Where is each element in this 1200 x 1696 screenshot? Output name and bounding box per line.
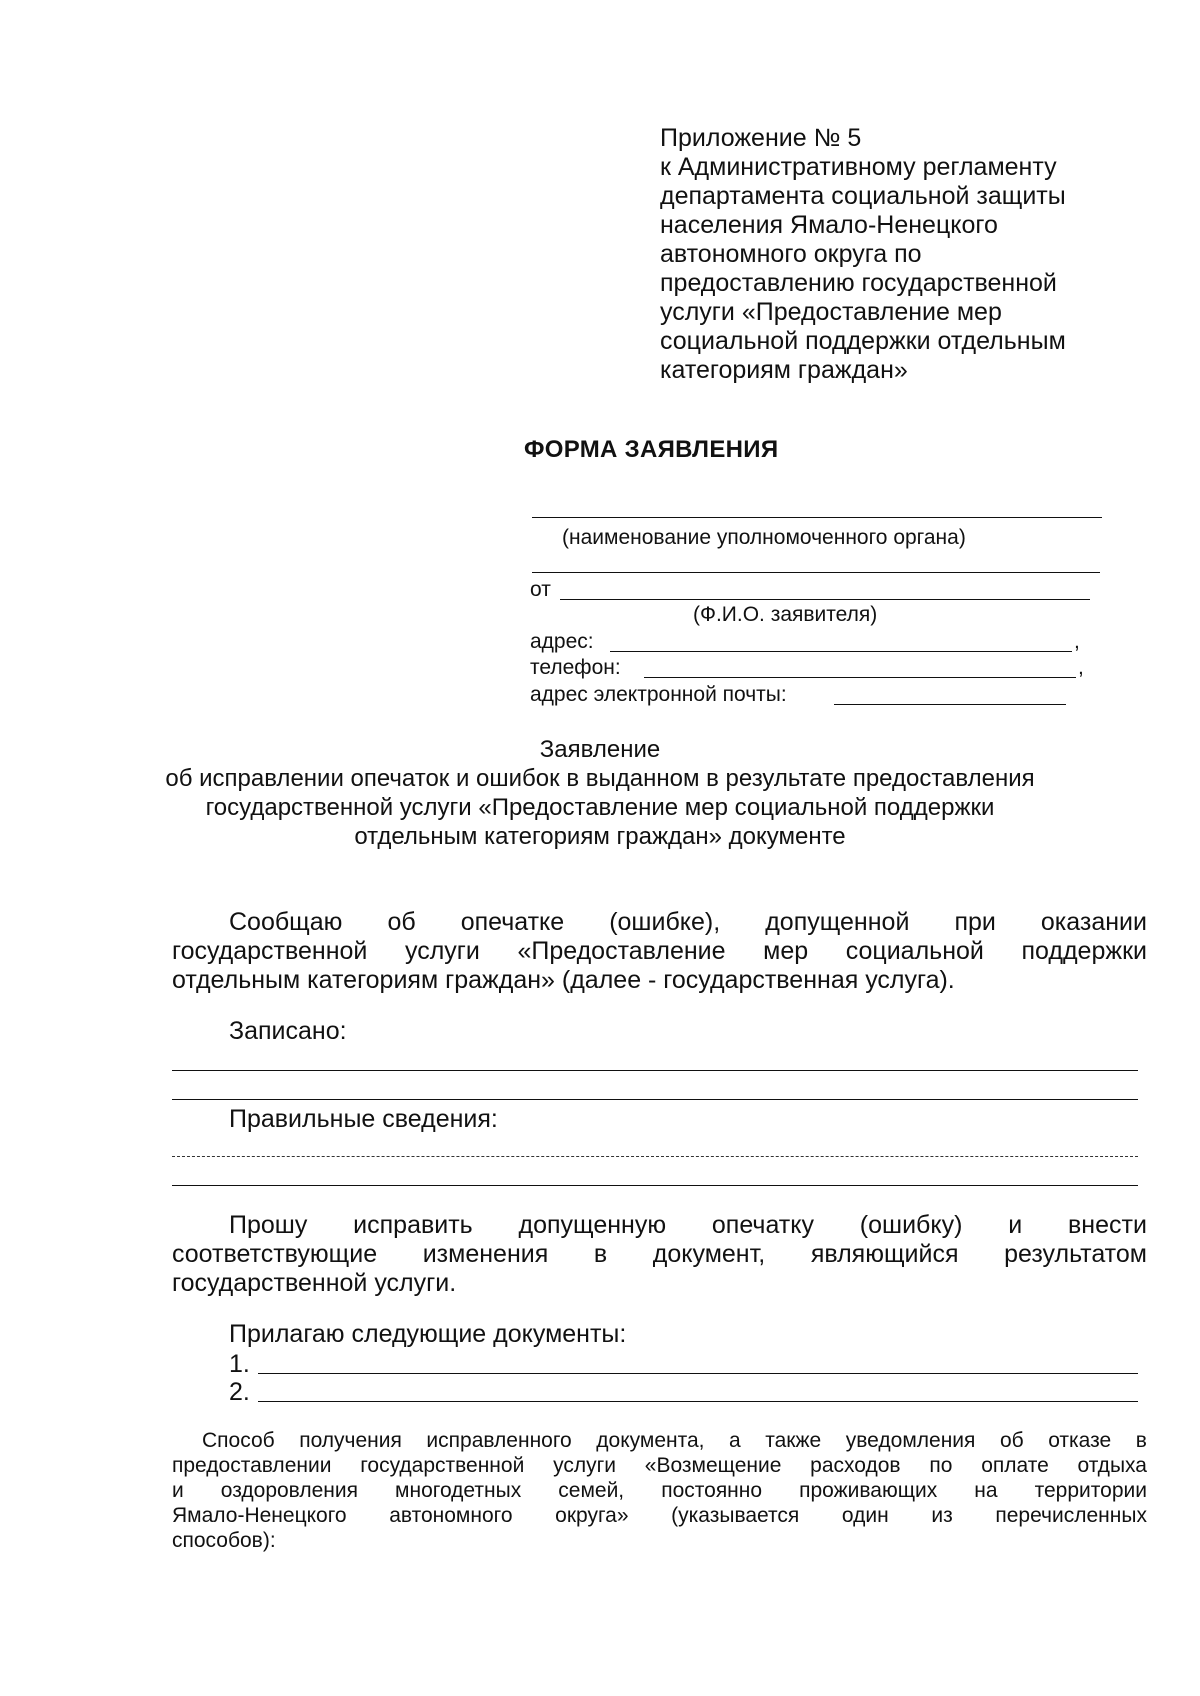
word: из — [931, 1504, 953, 1527]
address-label: адрес: — [530, 630, 594, 653]
paragraph-line — [172, 1211, 1147, 1240]
word: услуги — [553, 1454, 617, 1477]
appendix-line: категориям граждан» — [660, 356, 908, 384]
appendix-note — [660, 124, 1100, 385]
heading-line: государственной услуги «Предоставление мер социальной поддержки — [205, 794, 995, 821]
word: постоянно — [661, 1479, 763, 1502]
word: автономного — [389, 1504, 513, 1527]
address-comma: , — [1074, 630, 1080, 653]
paragraph-error-report — [172, 908, 1147, 995]
word: опечатку — [711, 1211, 814, 1239]
phone-label: телефон: — [530, 656, 621, 679]
authority-name-line-2[interactable] — [532, 572, 1100, 573]
word: услуги — [404, 937, 480, 965]
word: документ, — [652, 1240, 766, 1268]
word: изменения — [422, 1240, 549, 1268]
word: мер — [763, 937, 809, 965]
word: государственной — [172, 937, 368, 965]
word: расходов — [810, 1454, 901, 1477]
word: в — [1135, 1429, 1147, 1452]
word: отказе — [1048, 1429, 1112, 1452]
word: территории — [1034, 1479, 1147, 1502]
word: опечатке — [460, 908, 565, 936]
word: при — [954, 908, 996, 936]
line-text: государственной услуги. — [172, 1269, 457, 1297]
word: получения — [299, 1429, 402, 1452]
word: и — [1008, 1211, 1023, 1239]
word: семей, — [558, 1479, 625, 1502]
line-text: способов): — [172, 1529, 276, 1552]
word: об — [999, 1429, 1024, 1452]
word: (ошибку) — [859, 1211, 963, 1239]
attachment-line-1[interactable] — [258, 1373, 1138, 1374]
paragraph-line — [172, 1269, 1147, 1298]
written-line-1[interactable] — [172, 1070, 1138, 1071]
line-text: отдельным категориям граждан» (далее - государственная услуга). — [172, 966, 955, 994]
word: результатом — [1004, 1240, 1147, 1268]
word: уведомления — [845, 1429, 976, 1452]
paragraph-correction-request — [172, 1211, 1147, 1298]
appendix-line: автономного округа по — [660, 240, 922, 268]
word: «Предоставление — [517, 937, 726, 965]
paragraph-line — [172, 966, 1147, 995]
word: в — [593, 1240, 608, 1268]
word: государственной — [360, 1454, 525, 1477]
application-heading — [150, 735, 1050, 851]
paragraph-line — [172, 1240, 1147, 1269]
address-line[interactable] — [610, 651, 1072, 652]
word: документа, — [596, 1429, 705, 1452]
word: являющийся — [810, 1240, 959, 1268]
correct-info-line-1[interactable] — [172, 1156, 1138, 1157]
word: Сообщаю — [229, 908, 343, 936]
paragraph-line — [172, 1428, 1147, 1453]
paragraph-line — [172, 1478, 1147, 1503]
word: (ошибке), — [609, 908, 721, 936]
word: социальной — [845, 937, 984, 965]
applicant-name-line[interactable] — [560, 599, 1090, 600]
word: отдыха — [1077, 1454, 1147, 1477]
written-label: Записано: — [229, 1017, 347, 1045]
heading-line: отдельным категориям граждан» документе — [354, 823, 846, 850]
appendix-line: департамента социальной защиты — [660, 182, 1066, 210]
correct-info-line-2[interactable] — [172, 1185, 1138, 1186]
from-label: от — [530, 578, 551, 601]
word: оплате — [981, 1454, 1049, 1477]
paragraph-line — [172, 908, 1147, 937]
word: по — [929, 1454, 953, 1477]
word: на — [974, 1479, 998, 1502]
word: Способ — [202, 1429, 275, 1452]
appendix-line: социальной поддержки отдельным — [660, 327, 1066, 355]
word: исправленного — [426, 1429, 572, 1452]
paragraph-line — [172, 1503, 1147, 1528]
attachment-number: 1. — [229, 1350, 250, 1378]
word: (указывается — [671, 1504, 800, 1527]
form-title: ФОРМА ЗАЯВЛЕНИЯ — [524, 436, 779, 463]
authority-name-line[interactable] — [532, 517, 1102, 518]
appendix-line: услуги «Предоставление мер — [660, 298, 1002, 326]
phone-comma: , — [1078, 656, 1084, 679]
authority-caption: (наименование уполномоченного органа) — [562, 526, 966, 549]
attachments-label: Прилагаю следующие документы: — [229, 1320, 627, 1348]
word: допущенной — [765, 908, 910, 936]
word: соответствующие — [172, 1240, 378, 1268]
word: Ямало-Ненецкого — [172, 1504, 347, 1527]
word: и — [172, 1479, 184, 1502]
word: поддержки — [1021, 937, 1147, 965]
paragraph-delivery-method — [172, 1428, 1147, 1553]
email-line[interactable] — [834, 704, 1066, 705]
paragraph-line — [172, 937, 1147, 966]
attachment-line-2[interactable] — [258, 1401, 1138, 1402]
appendix-line: предоставлению государственной — [660, 269, 1057, 297]
word: а — [729, 1429, 741, 1452]
word: проживающих — [799, 1479, 938, 1502]
word: один — [841, 1504, 889, 1527]
word: предоставлении — [172, 1454, 332, 1477]
word: об — [387, 908, 416, 936]
attachment-number: 2. — [229, 1378, 250, 1406]
word: исправить — [353, 1211, 473, 1239]
appendix-line: к Административному регламенту — [660, 153, 1057, 181]
appendix-line: населения Ямало-Ненецкого — [660, 211, 998, 239]
applicant-caption: (Ф.И.О. заявителя) — [693, 603, 878, 626]
correct-info-label: Правильные сведения: — [229, 1105, 498, 1133]
word: оказании — [1040, 908, 1147, 936]
paragraph-line — [172, 1528, 1147, 1553]
word: перечисленных — [995, 1504, 1147, 1527]
heading-line: Заявление — [539, 736, 661, 763]
word: многодетных — [395, 1479, 522, 1502]
word: округа» — [555, 1504, 629, 1527]
phone-line[interactable] — [644, 677, 1076, 678]
word: также — [765, 1429, 822, 1452]
word: «Возмещение — [644, 1454, 782, 1477]
paragraph-line — [172, 1453, 1147, 1478]
heading-line: об исправлении опечаток и ошибок в выданном в результате предоставления — [165, 765, 1035, 792]
word: внести — [1068, 1211, 1147, 1239]
appendix-line: Приложение № 5 — [660, 124, 862, 152]
word: допущенную — [518, 1211, 667, 1239]
written-line-2[interactable] — [172, 1099, 1138, 1100]
word: оздоровления — [220, 1479, 358, 1502]
word: Прошу — [229, 1211, 308, 1239]
email-label: адрес электронной почты: — [530, 683, 787, 706]
